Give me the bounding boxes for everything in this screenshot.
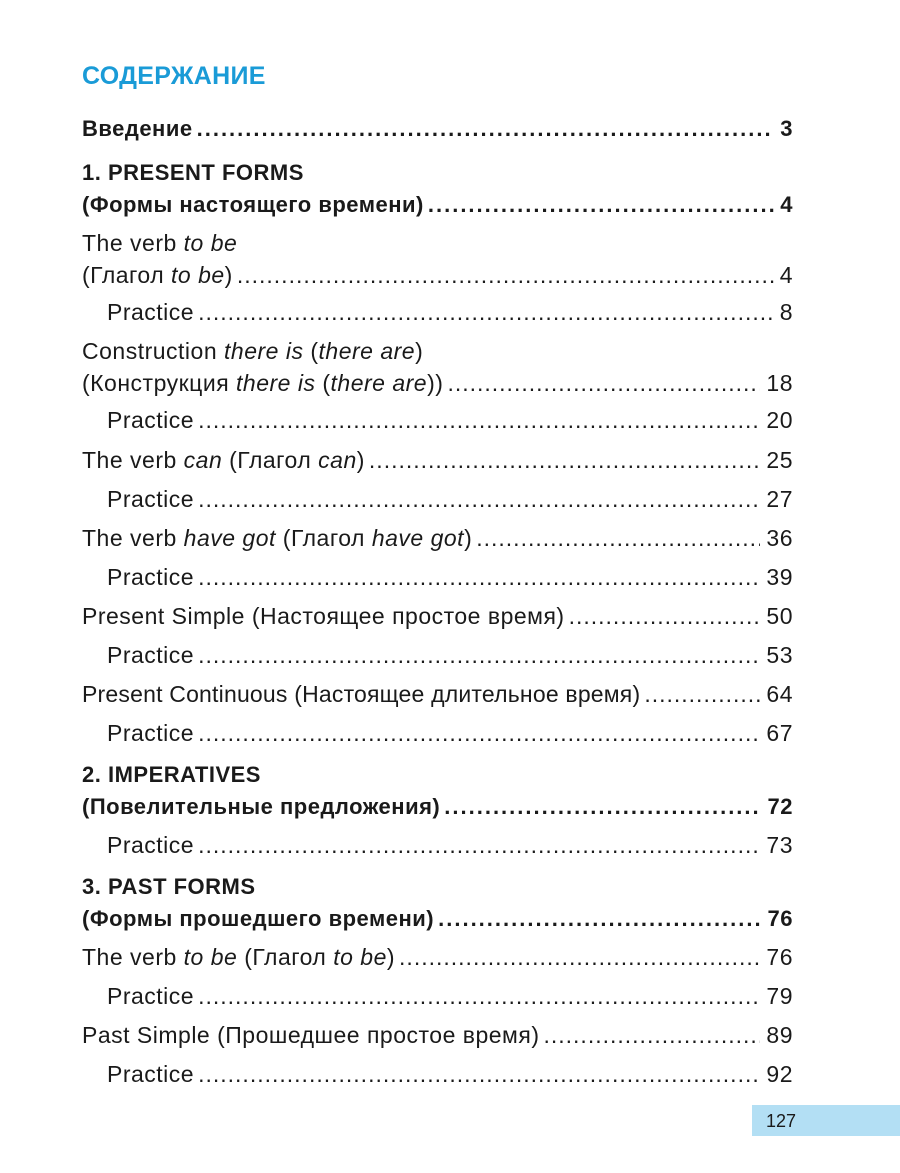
toc-entry-text: Practice bbox=[107, 407, 195, 433]
entry-text: The verb bbox=[82, 525, 184, 551]
entry-text: Construction bbox=[82, 338, 225, 364]
toc-page-number: 76 bbox=[767, 906, 793, 931]
toc-page-number: 73 bbox=[766, 832, 793, 858]
toc-entry-text: Practice bbox=[107, 832, 195, 858]
toc-entry-there-is[interactable] bbox=[82, 338, 793, 397]
dot-leader bbox=[447, 370, 760, 397]
toc-entry-text: Введение bbox=[82, 116, 193, 141]
toc-entry-present-simple[interactable] bbox=[82, 603, 793, 630]
entry-text-italic: to be bbox=[333, 944, 387, 970]
section-title: 1. PRESENT FORMS bbox=[82, 160, 304, 185]
dot-leader bbox=[444, 794, 761, 820]
section-subtitle: (Формы прошедшего времени) bbox=[82, 906, 435, 931]
toc-entry-present-continuous[interactable] bbox=[82, 681, 793, 708]
toc-entry-text: Present Continuous (Настоящее длительное время) bbox=[82, 681, 641, 707]
toc-page-number: 67 bbox=[766, 720, 793, 746]
toc-page-number: 20 bbox=[766, 407, 793, 433]
toc-entry-practice[interactable] bbox=[107, 1061, 793, 1088]
toc-page-number: 25 bbox=[766, 447, 793, 473]
toc-page-number: 89 bbox=[766, 1022, 793, 1048]
toc-entry-verb-to-be[interactable] bbox=[82, 230, 793, 289]
entry-text-italic: to be bbox=[171, 262, 225, 288]
entry-text-italic: can bbox=[318, 447, 357, 473]
section-title: 2. IMPERATIVES bbox=[82, 762, 261, 787]
toc-entry-introduction[interactable] bbox=[82, 116, 793, 142]
dot-leader bbox=[237, 262, 774, 289]
dot-leader bbox=[198, 407, 760, 434]
entry-text-italic: there is bbox=[236, 370, 316, 396]
dot-leader bbox=[369, 447, 760, 474]
toc-entry-practice[interactable] bbox=[107, 407, 793, 434]
dot-leader bbox=[198, 1061, 760, 1088]
entry-text-italic: there is bbox=[224, 338, 304, 364]
dot-leader bbox=[197, 116, 775, 142]
dot-leader bbox=[198, 832, 760, 859]
entry-text: (Глагол bbox=[275, 525, 372, 551]
dot-leader bbox=[438, 906, 761, 932]
toc-section-present-forms[interactable] bbox=[82, 160, 793, 218]
toc-section-imperatives[interactable] bbox=[82, 762, 793, 820]
toc-entry-past-verb-to-be[interactable] bbox=[82, 944, 793, 971]
toc-entry-verb-can[interactable] bbox=[82, 447, 793, 474]
toc-page-number: 64 bbox=[766, 681, 793, 707]
page-title: СОДЕРЖАНИЕ bbox=[82, 62, 266, 90]
toc-entry-text: Practice bbox=[107, 983, 195, 1009]
toc-entry-text: Past Simple (Прошедшее простое время) bbox=[82, 1022, 540, 1048]
toc-entry-practice[interactable] bbox=[107, 299, 793, 326]
entry-text: ) bbox=[356, 447, 365, 473]
toc-entry-text: Practice bbox=[107, 564, 195, 590]
toc-page-number: 4 bbox=[779, 262, 793, 288]
toc-entry-practice[interactable] bbox=[107, 720, 793, 747]
toc-page-number: 50 bbox=[766, 603, 793, 629]
entry-text: The verb bbox=[82, 230, 184, 256]
entry-text: ) bbox=[415, 338, 424, 364]
toc-page-number: 79 bbox=[766, 983, 793, 1009]
dot-leader bbox=[399, 944, 760, 971]
entry-text: ) bbox=[464, 525, 473, 551]
dot-leader bbox=[198, 642, 760, 669]
dot-leader bbox=[198, 299, 774, 326]
entry-text: ( bbox=[303, 338, 319, 364]
section-subtitle: (Повелительные предложения) bbox=[82, 794, 441, 819]
entry-text: The verb bbox=[82, 447, 184, 473]
dot-leader bbox=[543, 1022, 760, 1049]
toc-page-number: 76 bbox=[766, 944, 793, 970]
dot-leader bbox=[428, 192, 774, 218]
toc-entry-text: Practice bbox=[107, 720, 195, 746]
entry-text-italic: can bbox=[183, 447, 223, 473]
dot-leader bbox=[198, 720, 760, 747]
toc-page-number: 4 bbox=[780, 192, 793, 217]
toc-page-number: 27 bbox=[766, 486, 793, 512]
dot-leader bbox=[569, 603, 761, 630]
toc-page-number: 72 bbox=[767, 794, 793, 819]
toc-page-number: 92 bbox=[766, 1061, 793, 1087]
entry-text: (Глагол bbox=[237, 944, 334, 970]
entry-text-italic: there are bbox=[330, 370, 428, 396]
toc-entry-past-simple[interactable] bbox=[82, 1022, 793, 1049]
toc-page-number: 39 bbox=[766, 564, 793, 590]
dot-leader bbox=[198, 486, 760, 513]
toc-entry-verb-have-got[interactable] bbox=[82, 525, 793, 552]
entry-text: (Конструкция bbox=[82, 370, 237, 396]
dot-leader bbox=[198, 564, 760, 591]
toc-page-number: 18 bbox=[766, 370, 793, 396]
toc-section-past-forms[interactable] bbox=[82, 874, 793, 932]
toc-entry-text: Practice bbox=[107, 299, 195, 325]
toc-entry-practice[interactable] bbox=[107, 832, 793, 859]
toc-entry-practice[interactable] bbox=[107, 983, 793, 1010]
entry-text-italic: have got bbox=[183, 525, 276, 551]
toc-entry-practice[interactable] bbox=[107, 642, 793, 669]
dot-leader bbox=[644, 681, 760, 708]
toc-page-number: 3 bbox=[780, 116, 793, 141]
dot-leader bbox=[198, 983, 760, 1010]
section-title: 3. PAST FORMS bbox=[82, 874, 256, 899]
toc-entry-text: Practice bbox=[107, 642, 195, 668]
entry-text: ) bbox=[386, 944, 396, 970]
toc-entry-practice[interactable] bbox=[107, 486, 793, 513]
entry-text-italic: to be bbox=[183, 230, 238, 256]
toc-page-number: 36 bbox=[766, 525, 793, 551]
entry-text: ( bbox=[315, 370, 331, 396]
toc-entry-practice[interactable] bbox=[107, 564, 793, 591]
entry-text-italic: to be bbox=[183, 944, 238, 970]
toc-entry-text: Practice bbox=[107, 1061, 195, 1087]
toc-page-number: 53 bbox=[766, 642, 793, 668]
dot-leader bbox=[476, 525, 760, 552]
page-number: 127 bbox=[766, 1111, 797, 1131]
toc-entry-text: Practice bbox=[107, 486, 195, 512]
entry-text: (Глагол bbox=[82, 262, 172, 288]
page-number-box bbox=[752, 1105, 900, 1136]
toc-page-number: 8 bbox=[779, 299, 793, 325]
entry-text-italic: have got bbox=[371, 525, 465, 551]
entry-text: The verb bbox=[82, 944, 184, 970]
toc-entry-text: Present Simple (Настоящее простое время) bbox=[82, 603, 565, 629]
entry-text: (Глагол bbox=[222, 447, 319, 473]
entry-text: ) bbox=[224, 262, 233, 288]
entry-text: )) bbox=[427, 370, 444, 396]
entry-text-italic: there are bbox=[318, 338, 416, 364]
section-subtitle: (Формы настоящего времени) bbox=[82, 192, 424, 217]
